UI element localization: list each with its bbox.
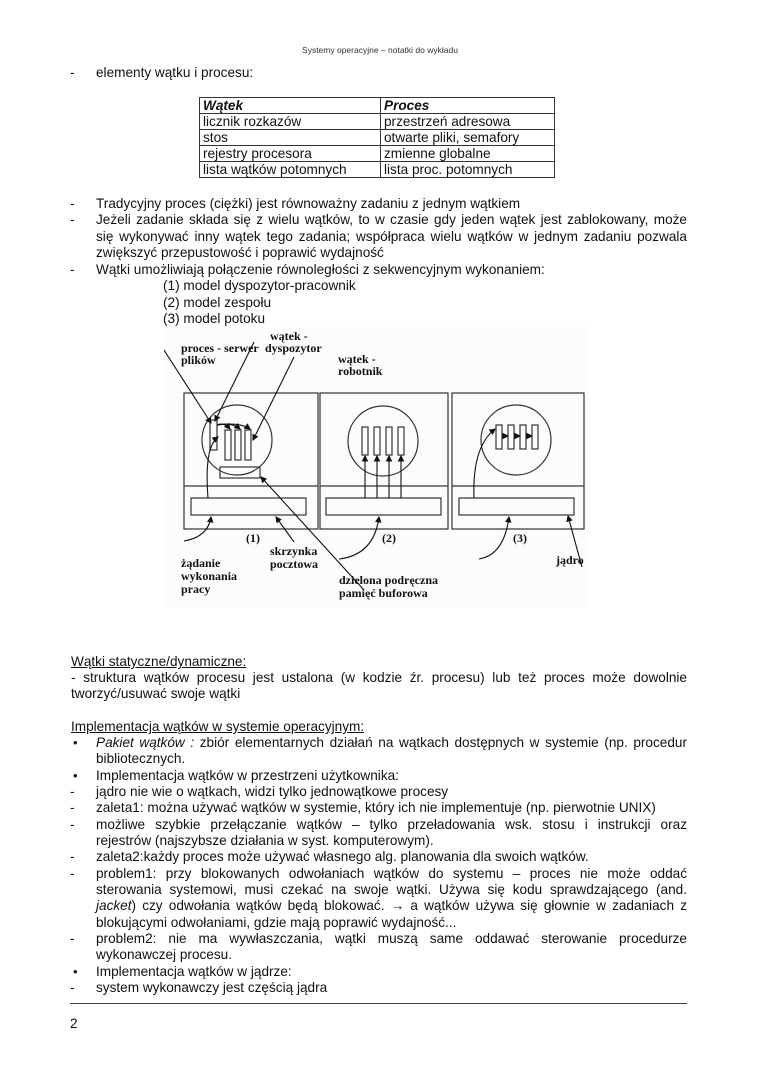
point-text: rejestrów (najszybsze działania w syst. komputerowym).: [96, 833, 434, 848]
label-skrzynka: skrzynka: [270, 544, 318, 558]
label-dyspozytor: dyspozytor: [265, 341, 322, 355]
problem1-text: blokującymi odwołaniami, gdzie mają poprawić wydajność...: [96, 915, 457, 930]
label-wykonania: wykonania: [181, 569, 238, 583]
dash-marker: -: [70, 931, 75, 946]
problem2-text: wykonawczej procesu.: [96, 947, 232, 962]
point-text: system wykonawczy jest częścią jądra: [96, 980, 328, 995]
bullet-text: [96, 735, 687, 751]
footer-divider: [70, 1003, 687, 1004]
table-row: [200, 130, 555, 146]
point-text: zaleta1: można używać wątków w systemie, który ich nie implementuje (np. pierwotnie UNIX): [96, 800, 656, 815]
page-number: 2: [70, 1016, 78, 1031]
table-header-watek: Wątek: [200, 98, 381, 114]
dash-marker: -: [70, 980, 75, 995]
section-heading-implementation: Implementacja wątków w systemie operacyjnym:: [71, 719, 365, 734]
point-text: jądro nie wie o wątkach, widzi tylko jednowątkowe procesy: [96, 784, 449, 799]
label-pocztowa: pocztowa: [270, 557, 318, 571]
table-cell: lista proc. potomnych: [381, 162, 555, 178]
bullet-text: Implementacja wątków w jądrze:: [96, 964, 292, 979]
label-watek-robotnik: wątek -: [338, 352, 376, 366]
point-text: się wykonywać inny wątek tego zadania; współpraca wielu wątków w jednym zadaniu pozwala: [96, 229, 687, 244]
point-text: Jeżeli zadanie składa się z wielu wątków, to w czasie gdy jeden wątek jest zablokowany, może: [96, 212, 687, 227]
point-text: możliwe szybkie przełączanie wątków – tylko przeładowania wsk. stosu i instrukcji oraz: [96, 817, 687, 832]
problem1-text: sterowania systemowi, musi czekać na swoje wątki. Używa się kodu sprawdzającego (and.: [96, 882, 687, 897]
model-item: (3) model potoku: [163, 311, 266, 326]
static-text: - struktura wątków procesu jest ustalona (w kodzie źr. procesu) lub też proces może dowolnie: [71, 670, 687, 685]
label-watek-dyspozytor: wątek -: [270, 329, 308, 343]
dash-marker: -: [70, 65, 75, 80]
dash-marker: -: [70, 784, 75, 799]
label-robotnik: robotnik: [338, 364, 383, 378]
thread-models-figure: [164, 327, 590, 607]
dash-marker: -: [70, 262, 75, 277]
dash-marker: -: [70, 196, 75, 211]
bullet-text: bibliotecznych.: [96, 751, 186, 766]
label-dzielona: dzielona podręczna: [339, 573, 438, 587]
dash-marker: -: [70, 849, 75, 864]
thread-models-diagram: [164, 327, 590, 607]
label-panel-3: (3): [513, 531, 527, 545]
table-row: [200, 162, 555, 178]
table-cell: zmienne globalne: [381, 146, 555, 162]
model-item: (1) model dyspozytor-pracownik: [163, 278, 356, 293]
label-zadanie: żądanie: [181, 556, 221, 570]
label-pracy: pracy: [181, 582, 211, 596]
intro-text: elementy wątku i procesu:: [96, 65, 254, 80]
label-pamiec: pamięć buforowa: [339, 586, 428, 600]
problem1-rest: ) czy odwołania wątków będą blokować. → a wątków używa się głownie w zadaniach z: [131, 898, 687, 913]
italic-term: Pakiet wątków :: [96, 735, 195, 750]
label-panel-1: (1): [246, 531, 260, 545]
running-header: Systemy operacyjne – notatki do wykładu: [302, 45, 458, 55]
italic-term: jacket: [96, 898, 132, 913]
table-cell: lista wątków potomnych: [200, 162, 381, 178]
problem1-text: [96, 898, 687, 914]
label-proces-serwer: proces - serwer: [181, 341, 259, 355]
dash-marker: -: [70, 212, 75, 227]
table-row: [200, 114, 555, 130]
table-cell: licznik rozkazów: [200, 114, 381, 130]
label-plikow: plików: [181, 353, 216, 367]
problem1-text: problem1: przy blokowanych odwołaniach wątków do systemu – proces nie może oddać: [96, 866, 687, 881]
bullet-rest: zbiór elementarnych działań na wątkach dostępnych w systemie (np. procedur: [194, 735, 687, 750]
model-item: (2) model zespołu: [163, 295, 272, 310]
label-panel-2: (2): [382, 531, 396, 545]
static-text: tworzyć/usuwać swoje wątki: [71, 686, 241, 701]
table-cell: stos: [200, 130, 381, 146]
problem2-text: problem2: nie ma wywłaszczania, wątki muszą same oddawać sterowanie procedurze: [96, 931, 687, 946]
point-text: Tradycyjny proces (ciężki) jest równoważny zadaniu z jednym wątkiem: [96, 196, 521, 211]
table-cell: rejestry procesora: [200, 146, 381, 162]
thread-process-elements-table: [199, 97, 555, 178]
table-cell: otwarte pliki, semafory: [381, 130, 555, 146]
bullet-text: Implementacja wątków w przestrzeni użytkownika:: [96, 768, 399, 783]
table-header-row: [200, 98, 555, 114]
section-heading-static-dynamic: Wątki statyczne/dynamiczne:: [71, 654, 247, 669]
table-cell: przestrzeń adresowa: [381, 114, 555, 130]
point-text: Wątki umożliwiają połączenie równoległości z sekwencyjnym wykonaniem:: [96, 262, 545, 277]
dash-marker: -: [70, 866, 75, 881]
point-text: zwiększyć przepustowość i poprawić wydajność: [96, 245, 384, 260]
dash-marker: -: [70, 800, 75, 815]
dash-marker: -: [70, 817, 75, 832]
bullet-marker: •: [73, 964, 78, 979]
bullet-marker: •: [73, 735, 78, 750]
label-jadro: jądro: [556, 553, 584, 567]
table-header-proces: Proces: [381, 98, 555, 114]
table-row: [200, 146, 555, 162]
point-text: zaleta2:każdy proces może używać własnego alg. planowania dla swoich wątków.: [96, 849, 589, 864]
bullet-marker: •: [73, 768, 78, 783]
